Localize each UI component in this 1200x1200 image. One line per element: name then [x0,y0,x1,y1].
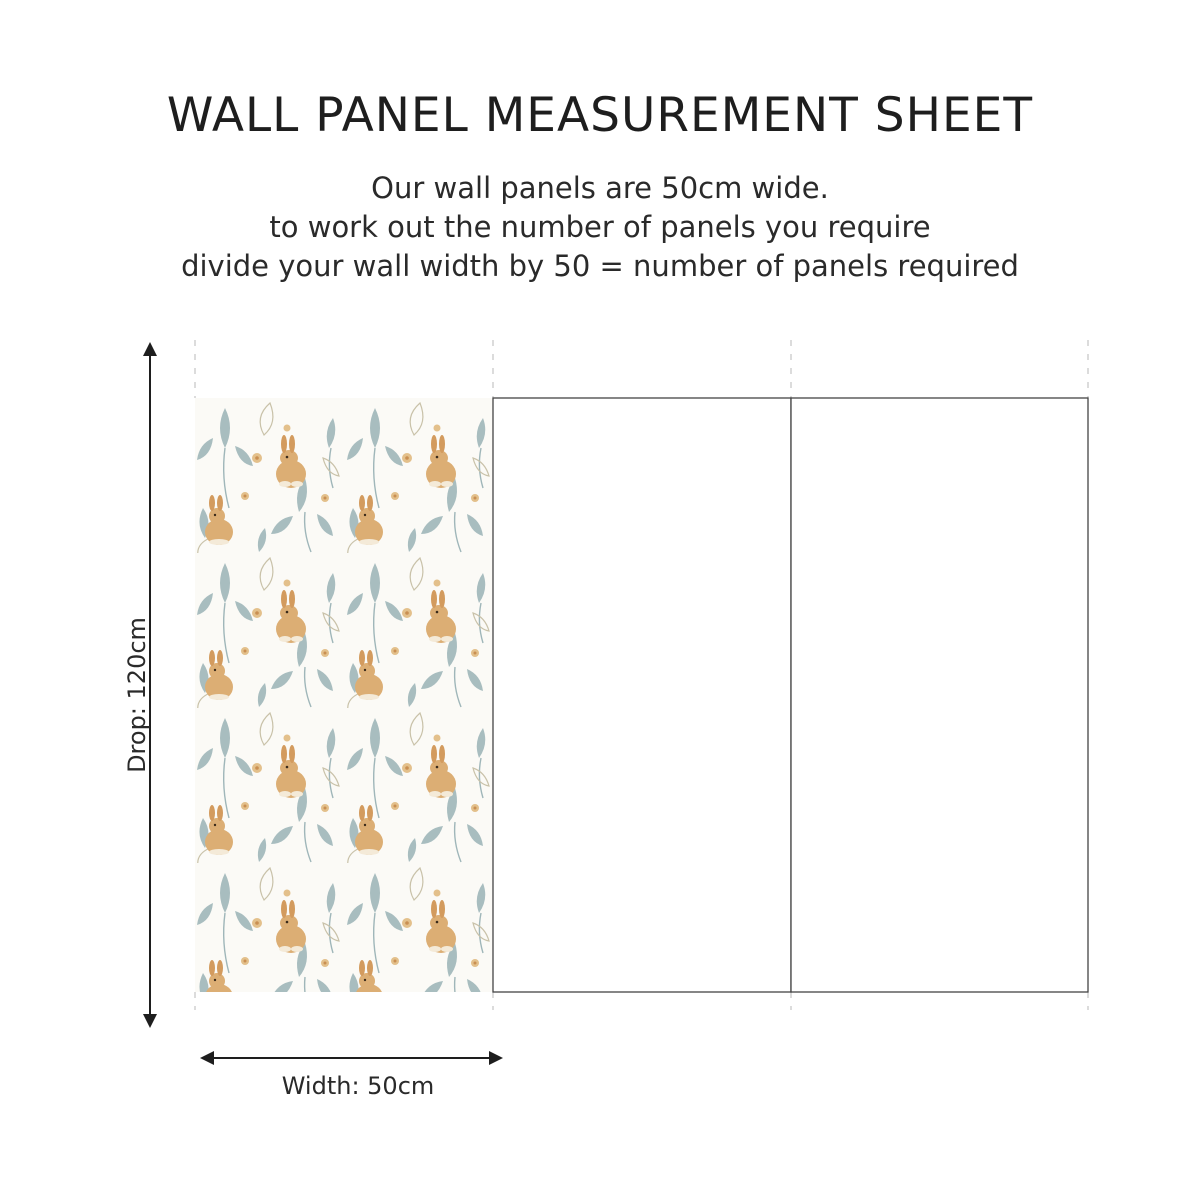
width-label: Width: 50cm [281,1072,435,1100]
blank-panel-3 [791,398,1088,992]
blank-panels [493,398,1088,992]
page-title: WALL PANEL MEASUREMENT SHEET [166,88,1034,143]
description-line-1: Our wall panels are 50cm wide. [371,171,829,205]
blank-panel-2 [493,398,791,992]
description-line-3: divide your wall width by 50 = number of panels required [181,249,1019,283]
drop-label: Drop: 120cm [123,617,151,773]
description-line-2: to work out the number of panels you require [269,210,931,244]
patterned-panel [195,398,493,992]
width-arrow [200,1051,503,1065]
